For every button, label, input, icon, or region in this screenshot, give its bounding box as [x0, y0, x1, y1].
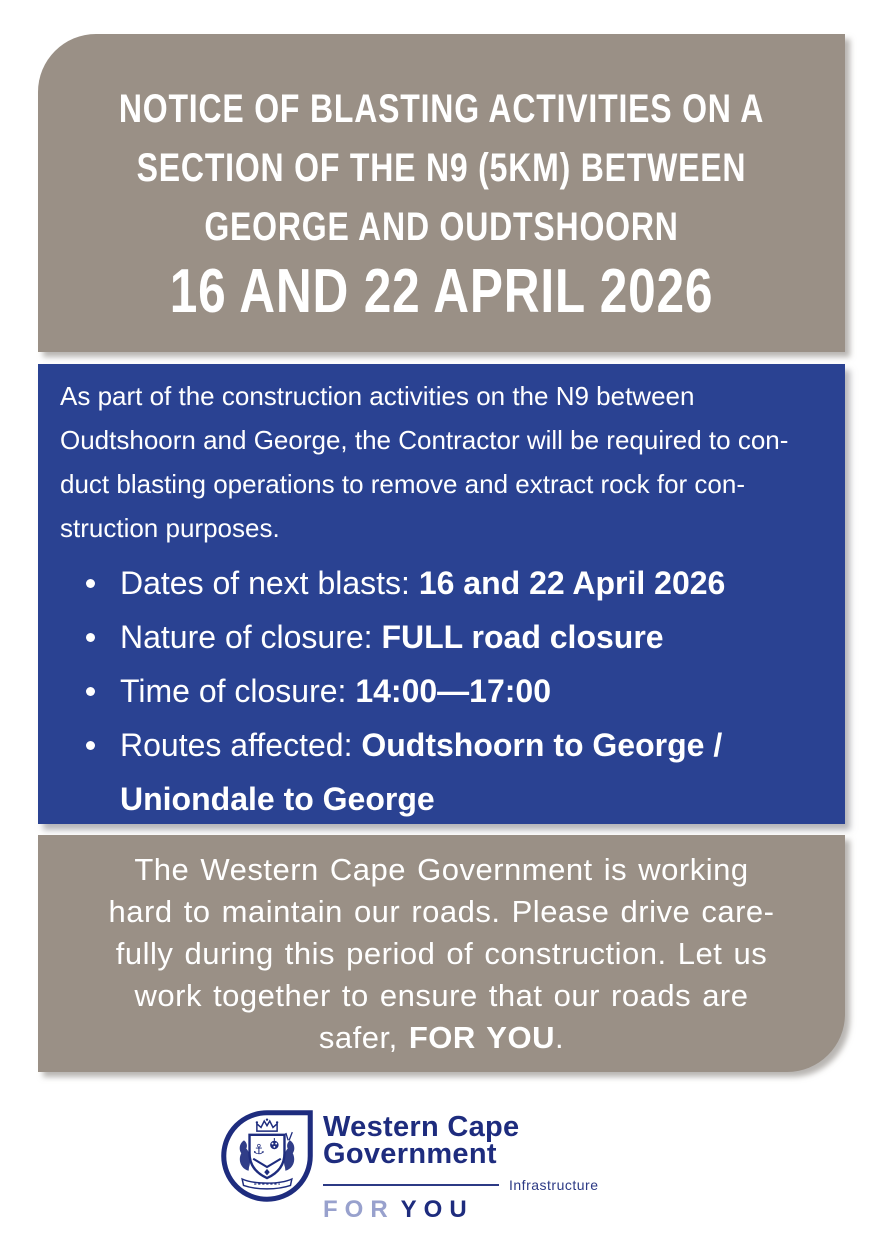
footer-logo-area — [0, 1104, 874, 1240]
logo-org-line-1: Western Cape — [323, 1111, 520, 1143]
notice-bullet-list — [60, 556, 837, 826]
message-line-2: hard to maintain our roads. Please drive care- — [108, 894, 775, 929]
bullet-routes — [60, 718, 800, 826]
bullet-value: Oudtshoorn to George / Uniondale to George — [120, 727, 723, 817]
western-cape-coat-of-arms-icon — [221, 1110, 313, 1202]
paragraph-line: duct blasting operations to remove and extract rock for con- — [60, 469, 746, 499]
logo-divider-line — [323, 1184, 499, 1186]
message-box — [38, 835, 845, 1072]
bullet-dot-icon — [86, 687, 95, 696]
logo-org-line-2: Government — [323, 1138, 497, 1170]
notice-box — [38, 364, 845, 824]
bullet-dot-icon — [86, 633, 95, 642]
message-line-4: work together to ensure that our roads are — [134, 978, 749, 1013]
bullet-label: Nature of closure: — [120, 619, 382, 655]
bullet-dates — [60, 556, 800, 610]
notice-paragraph — [60, 374, 837, 550]
message-line-3: fully during this period of construction. Let us — [115, 936, 768, 971]
header-title-line-3: GEORGE AND OUDTSHOORN — [204, 205, 679, 249]
header-box — [38, 34, 845, 352]
paragraph-line: As part of the construction activities on the N9 between — [60, 381, 695, 411]
message-for-you: FOR YOU — [408, 1020, 555, 1055]
bullet-dot-icon — [86, 741, 95, 750]
bullet-label: Time of closure: — [120, 673, 356, 709]
bullet-nature — [60, 610, 800, 664]
message-last-suffix: . — [554, 1020, 565, 1055]
header-text-block — [119, 80, 765, 325]
message-last-prefix: safer, — [318, 1020, 409, 1055]
paragraph-line: struction purposes. — [60, 513, 280, 543]
tagline-you: YOU — [400, 1196, 474, 1223]
header-date: 16 AND 22 APRIL 2026 — [169, 257, 714, 326]
bullet-dot-icon — [86, 579, 95, 588]
logo-tagline — [323, 1196, 598, 1224]
header-title-line-2: SECTION OF THE N9 (5KM) BETWEEN — [136, 146, 747, 190]
message-line-1: The Western Cape Government is working — [134, 852, 749, 887]
paragraph-line: Oudtshoorn and George, the Contractor will be required to con- — [60, 425, 789, 455]
tagline-for: FOR — [323, 1196, 395, 1223]
logo-text-block — [323, 1111, 599, 1224]
bullet-value: 14:00—17:00 — [355, 673, 552, 709]
bullet-label: Routes affected: — [120, 727, 362, 763]
svg-text:⚓: ⚓ — [252, 1142, 265, 1159]
message-line-5 — [38, 1017, 845, 1059]
bullet-label: Dates of next blasts: — [120, 565, 419, 601]
bullet-value: FULL road closure — [381, 619, 664, 655]
bullet-value: 16 and 22 April 2026 — [418, 565, 726, 601]
header-title-line-1: NOTICE OF BLASTING ACTIVITIES ON A — [118, 87, 765, 131]
logo-rule-row — [323, 1178, 598, 1192]
logo-department: Infrastructure — [509, 1177, 599, 1193]
bullet-time — [60, 664, 800, 718]
